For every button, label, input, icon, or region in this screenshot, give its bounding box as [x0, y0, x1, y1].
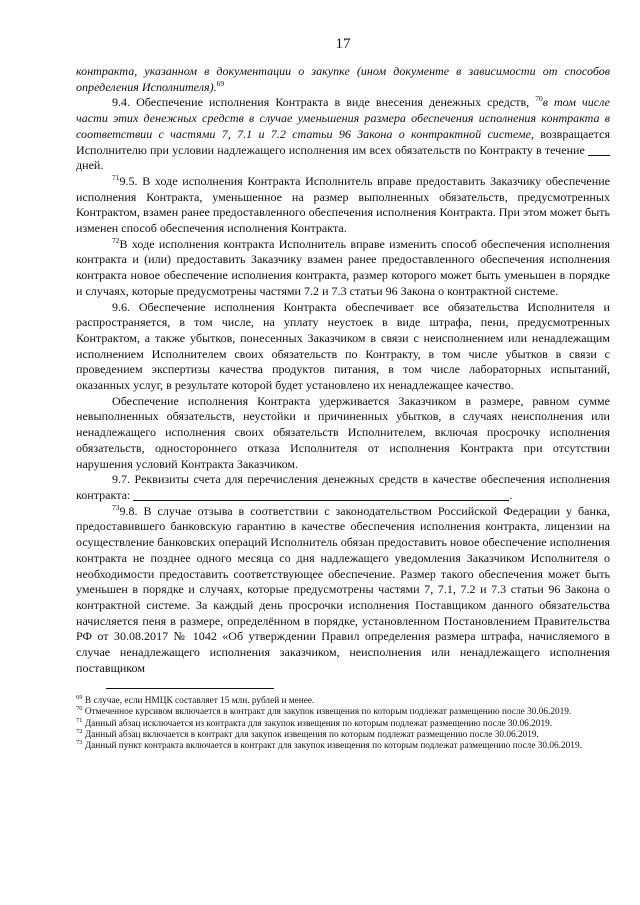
footnote: [76, 696, 610, 707]
page-number: 17: [335, 36, 351, 52]
footnote: [76, 741, 610, 752]
paragraph-security-change: [76, 237, 610, 300]
footnote-ref: 72: [112, 235, 120, 245]
footnote-number: 70: [76, 705, 83, 713]
paragraph-text: 9.4. Обеспечение исполнения Контракта в виде внесения денежных средств,: [112, 95, 536, 110]
paragraph-text: возвращается Исполнителю при условии надлежащего исполнения им всех обязательств по Контракту в течение: [76, 126, 610, 157]
paragraph-text: 9.5. В ходе исполнения Контракта Исполнитель вправе предоставить Заказчику обеспечение исполнения Контракта, уменьшенное на размер выполненных обязательств, предусмотренных Контрактом, взамен ранее предоставленного обеспечения исполнения Контракта. При этом может быть изменен способ обеспечения исполнения Контракта.: [76, 173, 610, 236]
paragraph-security-retention: Обеспечение исполнения Контракта удерживается Заказчиком в размере, равном сумме невыполненных обязательств, неустойки и причиненных убытков, в случаях неисполнения или ненадлежащего исполнения своих обязательств Исполнителем, включая просрочку исполнения обязательств, одностороннего отказа Исполнителя от исполнения Контракта при отсутствии нарушения условий Контракта Заказчиком.: [76, 393, 610, 471]
footnote-ref: 71: [112, 172, 120, 182]
footnote-text: В случае, если НМЦК составляет 15 млн. рублей и менее.: [84, 696, 315, 706]
footnote: [76, 727, 610, 741]
footnote-text: Данный абзац исключается из контракта для закупок извещения по которым подлежат размещению после 30.06.2019.: [84, 718, 553, 729]
footnote-number: 72: [76, 727, 83, 735]
footnote-number: 71: [76, 716, 83, 724]
paragraph-text: 9.8. В случае отзыва в соответствии с законодательством Российской Федерации у банка, предоставившего банковскую гарантию в качестве обеспечения исполнения контракта, лицензии на осуществление банковских операций Исполнитель обязан предоставить новое обеспечение исполнения контракта не позднее одного месяца со дня надлежащего уведомления Заказчиком Исполнителя о необходимости предоставить соответствующее обеспечение. Размер такого обеспечения может быть уменьшен в порядке и случаях, которые предусмотрены частями 7, 7.1, 7.2 и 7.3 статьи 96 Закона о контрактной системе. За каждый день просрочки исполнения Поставщиком данного обязательства начисляется пеня в размере, определённом в порядке, установленном Постановлением Правительства РФ от 30.08.2017 № 1042 «Об утверждении Правил определения размера штрафа, начисляемого в случае ненадлежащего исполнения заказчиком, неисполнения или ненадлежащего исполнения поставщиком: [76, 503, 610, 675]
document-body: [76, 64, 610, 676]
italic-text: контракта, указанном в документации о закупке (ином документе в зависимости от способов определения Исполнителя).: [76, 64, 610, 94]
blank-account-details-field: [133, 500, 509, 501]
paragraph-9-7: [76, 472, 610, 503]
footnote-number: 69: [76, 694, 83, 701]
paragraph-9-4: [76, 95, 610, 174]
footnote: [76, 716, 610, 730]
footnote-text: Отмеченное курсивом включается в контракт для закупок извещения по которым подлежат размещению после 30.06.2019.: [84, 707, 572, 718]
footnote: [76, 707, 610, 718]
paragraph-text: .: [509, 487, 513, 502]
paragraph-text: В ходе исполнения контракта Исполнитель вправе изменить способ обеспечения исполнения контракта и (или) предоставить Заказчику взамен ранее предоставленного обеспечения исполнения контракта новое обеспечение исполнения контракта, размер которого может быть уменьшен в порядке и случаях, которые предусмотрены частями 7.2 и 7.3 статьи 96 Закона о контрактной системе.: [76, 236, 610, 298]
footnotes: [76, 696, 610, 752]
paragraph-9-8: [76, 504, 610, 677]
italic-text: в том числе части этих денежных средств в случае уменьшения размера обеспечения исполнения контракта в соответствии с частями 7, 7.1 и 7.2 статьи 96 Закона о контрактной системе,: [76, 95, 610, 141]
footnote-ref: 70: [535, 94, 543, 104]
paragraph-continuation: [76, 64, 610, 95]
paragraph-text: 9.7. Реквизиты счета для перечисления денежных средств в качестве обеспечения исполнения контракта:: [76, 472, 610, 502]
footnote-separator: [106, 688, 274, 689]
footnote-text: Данный абзац включается в контракт для закупок извещения по которым подлежат размещению после 30.06.2019.: [84, 729, 539, 740]
paragraph-text: дней.: [76, 158, 104, 173]
footnote-text: Данный пункт контракта включается в контракт для закупок извещения по которым подлежат размещению после 30.06.2019.: [84, 741, 582, 752]
footnote-ref: 69: [216, 78, 225, 88]
footnote-ref: 73: [112, 502, 120, 512]
blank-days-field: [588, 155, 610, 156]
paragraph-9-6: 9.6. Обеспечение исполнения Контракта обеспечивает все обязательства Исполнителя и распространяется, в том числе, на уплату неустоек в виде штрафа, пени, предусмотренных Контрактом, а также убытков, понесенных Заказчиком в связи с неисполнением или ненадлежащим исполнением Исполнителем своих обязательств по Контракту, в том числе убытков в связи с проведением экспертизы качества продуктов питания, в том числе лабораторных испытаний, оказанных услуг, в результате которой будет установлено их ненадлежащее качество.: [76, 299, 610, 393]
paragraph-9-5: [76, 174, 610, 237]
footnote-number: 73: [76, 739, 83, 747]
